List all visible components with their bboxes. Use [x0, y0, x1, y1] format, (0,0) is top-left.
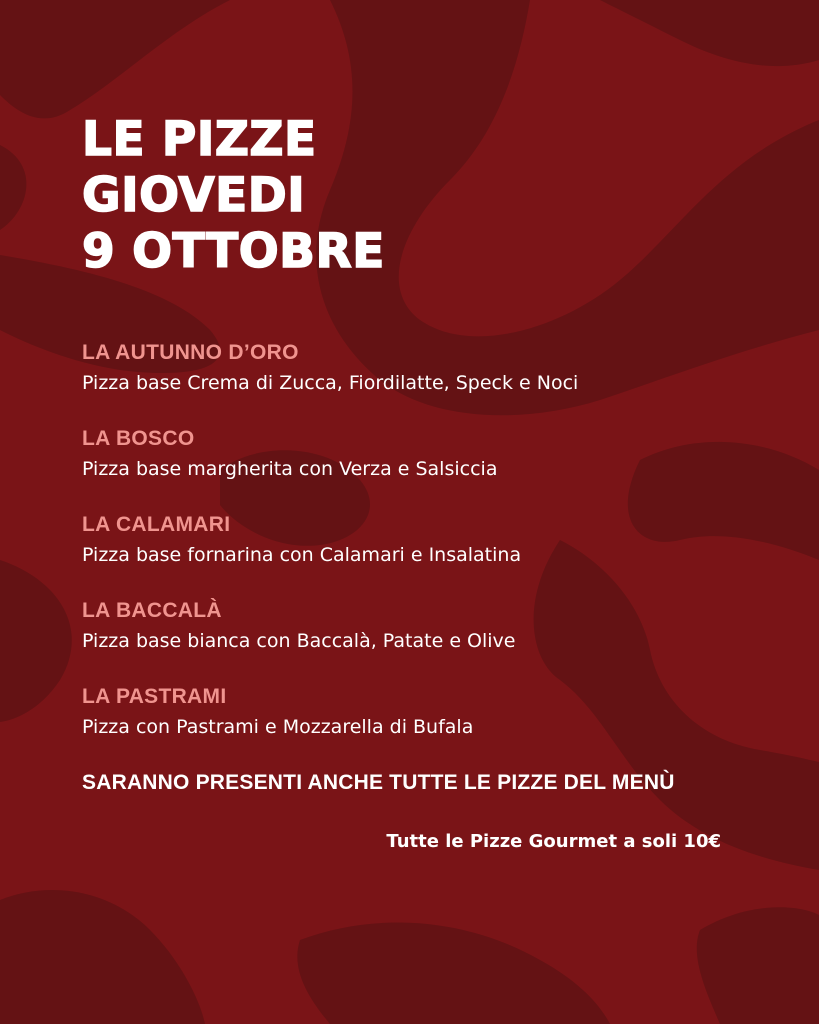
menu-item [82, 682, 782, 768]
menu-item-name: LA BACCALÀ [82, 599, 222, 622]
menu-item-description: Pizza base bianca con Baccalà, Patate e Olive [82, 630, 516, 652]
page-title [82, 112, 385, 280]
menu-item-description: Pizza base margherita con Verza e Salsiccia [82, 458, 498, 480]
title-line: GIOVEDI [82, 168, 306, 223]
menu-item [82, 424, 782, 510]
menu-item-description: Pizza base fornarina con Calamari e Insalatina [82, 544, 522, 566]
menu-item-name: LA AUTUNNO D’ORO [82, 341, 299, 364]
title-line: 9 OTTOBRE [82, 224, 385, 279]
pizza-menu-list [82, 338, 782, 768]
menu-item [82, 338, 782, 424]
menu-item-name: LA CALAMARI [82, 513, 231, 536]
all-pizzas-note: SARANNO PRESENTI ANCHE TUTTE LE PIZZE DEL MENÙ [82, 771, 675, 794]
gourmet-price-note: Tutte le Pizze Gourmet a soli 10€ [386, 831, 721, 852]
title-line: LE PIZZE [82, 112, 317, 167]
menu-item-description: Pizza con Pastrami e Mozzarella di Bufala [82, 716, 474, 738]
menu-item-name: LA BOSCO [82, 427, 195, 450]
menu-item [82, 510, 782, 596]
menu-item-description: Pizza base Crema di Zucca, Fiordilatte, Speck e Noci [82, 372, 579, 394]
menu-item-name: LA PASTRAMI [82, 685, 227, 708]
menu-item [82, 596, 782, 682]
